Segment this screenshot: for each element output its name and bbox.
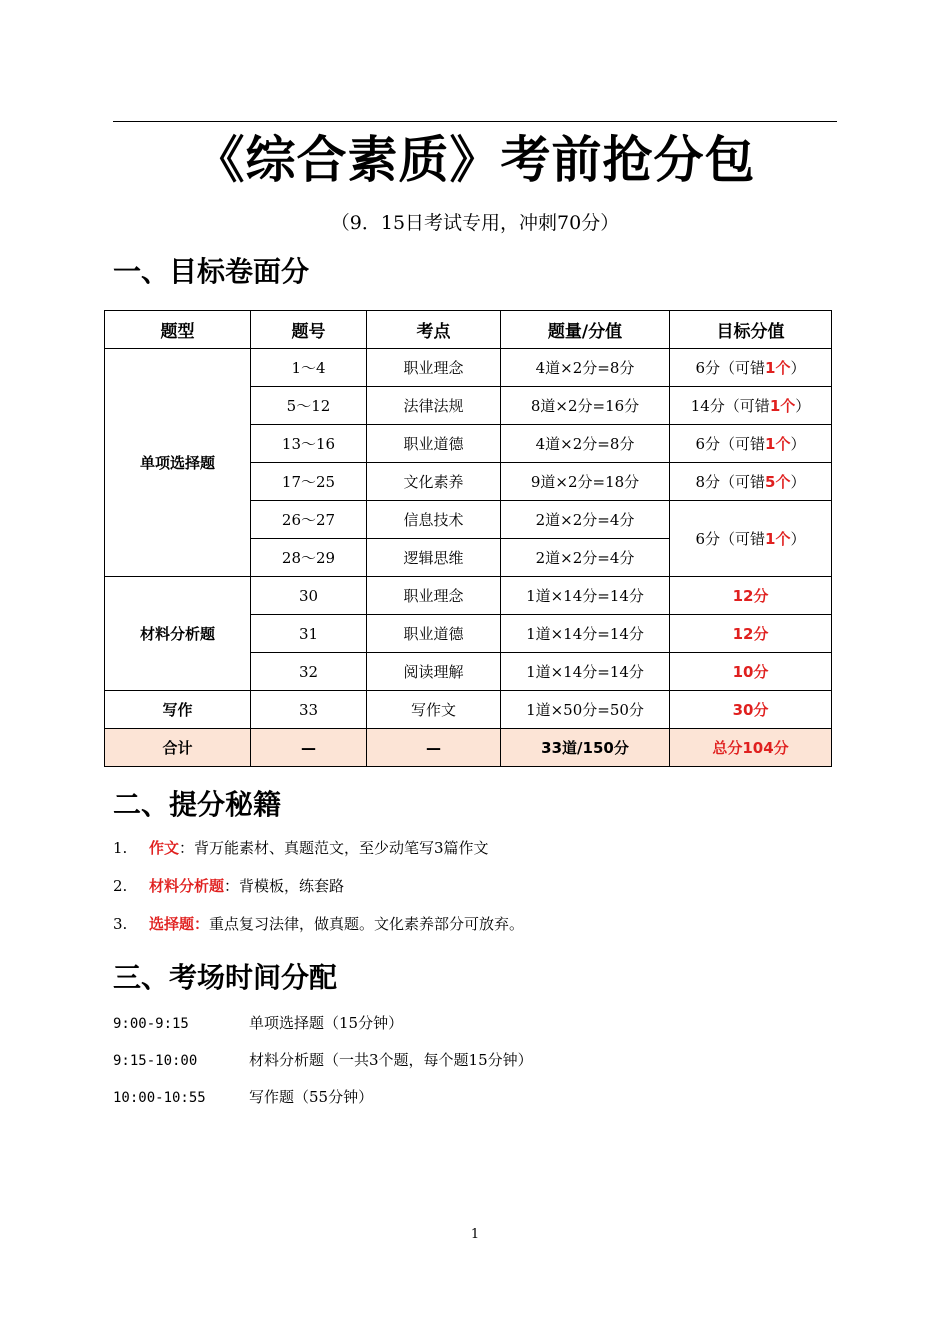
target-errors: 1个 — [765, 435, 791, 453]
schedule-item — [113, 1085, 373, 1110]
target-text: 6分（可错 — [695, 435, 766, 453]
cell-quantity: 1道×14分=14分 — [501, 577, 670, 615]
tip-item — [113, 874, 344, 898]
schedule-desc: 写作题（55分钟） — [249, 1088, 374, 1106]
cell-topic: 逻辑思维 — [367, 539, 501, 577]
cell-quantity: 4道×2分=8分 — [501, 425, 670, 463]
total-number: — — [251, 729, 367, 767]
target-errors: 5个 — [765, 473, 791, 491]
cell-topic: 职业道德 — [367, 425, 501, 463]
cell-quantity: 8道×2分=16分 — [501, 387, 670, 425]
cell-quantity: 9道×2分=18分 — [501, 463, 670, 501]
cell-topic: 文化素养 — [367, 463, 501, 501]
table-row — [105, 691, 832, 729]
cell-target: 12分 — [670, 577, 832, 615]
target-text: 14分（可错 — [690, 397, 770, 415]
tip-keyword: 选择题： — [149, 915, 210, 933]
target-text: 8分（可错 — [695, 473, 766, 491]
cell-number: 5～12 — [251, 387, 367, 425]
target-close: ） — [790, 435, 806, 453]
schedule-time: 9:15-10:00 — [113, 1053, 198, 1069]
total-target: 总分104分 — [670, 729, 832, 767]
header-rule — [113, 121, 837, 122]
category-writing: 写作 — [105, 691, 251, 729]
tip-number: 3. — [113, 915, 128, 933]
total-quantity: 33道/150分 — [501, 729, 670, 767]
section3-heading: 三、考场时间分配 — [113, 961, 338, 994]
section1-heading: 一、目标卷面分 — [113, 255, 310, 288]
cell-target — [670, 463, 832, 501]
tip-item — [113, 836, 489, 860]
target-close: ） — [795, 397, 811, 415]
target-text: 6分（可错 — [695, 530, 766, 548]
cell-topic: 阅读理解 — [367, 653, 501, 691]
cell-topic: 法律法规 — [367, 387, 501, 425]
cell-quantity: 4道×2分=8分 — [501, 349, 670, 387]
cell-number: 17～25 — [251, 463, 367, 501]
cell-topic: 职业理念 — [367, 349, 501, 387]
target-close: ） — [790, 359, 806, 377]
header-type: 题型 — [105, 311, 251, 349]
cell-target: 10分 — [670, 653, 832, 691]
schedule-desc: 单项选择题（15分钟） — [249, 1014, 404, 1032]
tip-item — [113, 912, 524, 936]
cell-quantity: 2道×2分=4分 — [501, 539, 670, 577]
tip-text: 重点复习法律，做真题。文化素养部分可放弃。 — [209, 915, 525, 933]
tip-text: ：背模板，练套路 — [224, 877, 345, 895]
total-label: 合计 — [105, 729, 251, 767]
header-target: 目标分值 — [670, 311, 832, 349]
cell-topic: 职业道德 — [367, 615, 501, 653]
schedule-item — [113, 1048, 533, 1073]
total-topic: — — [367, 729, 501, 767]
cell-quantity: 1道×14分=14分 — [501, 615, 670, 653]
cell-number: 30 — [251, 577, 367, 615]
header-topic: 考点 — [367, 311, 501, 349]
schedule-item — [113, 1011, 403, 1036]
target-errors: 1个 — [765, 359, 791, 377]
category-material-analysis: 材料分析题 — [105, 577, 251, 691]
target-errors: 1个 — [769, 397, 796, 415]
page-number: 1 — [470, 1227, 480, 1242]
schedule-time: 10:00-10:55 — [113, 1090, 206, 1106]
cell-number: 31 — [251, 615, 367, 653]
target-close: ） — [790, 473, 806, 491]
cell-number: 13～16 — [251, 425, 367, 463]
header-number: 题号 — [251, 311, 367, 349]
target-errors: 1个 — [765, 530, 791, 548]
cell-target — [670, 501, 832, 577]
cell-number: 33 — [251, 691, 367, 729]
tip-number: 2. — [113, 877, 128, 895]
table-row — [105, 349, 832, 387]
table-row — [105, 577, 832, 615]
cell-quantity: 1道×50分=50分 — [501, 691, 670, 729]
page-title: 《综合素质》考前抢分包 — [194, 131, 756, 189]
cell-target — [670, 349, 832, 387]
tip-keyword: 材料分析题 — [149, 877, 225, 895]
cell-topic: 写作文 — [367, 691, 501, 729]
table-header-row — [105, 311, 832, 349]
header-quantity: 题量/分值 — [501, 311, 670, 349]
schedule-time: 9:00-9:15 — [113, 1016, 189, 1032]
cell-number: 1～4 — [251, 349, 367, 387]
cell-number: 32 — [251, 653, 367, 691]
cell-target: 12分 — [670, 615, 832, 653]
schedule-desc: 材料分析题（一共3个题，每个题15分钟） — [249, 1051, 533, 1069]
cell-topic: 职业理念 — [367, 577, 501, 615]
tip-keyword: 作文 — [149, 839, 180, 857]
cell-number: 28～29 — [251, 539, 367, 577]
cell-topic: 信息技术 — [367, 501, 501, 539]
tip-number: 1. — [113, 839, 128, 857]
cell-quantity: 2道×2分=4分 — [501, 501, 670, 539]
cell-target — [670, 425, 832, 463]
score-table — [104, 310, 832, 767]
section2-heading: 二、提分秘籍 — [113, 788, 282, 821]
page-subtitle: （9．15日考试专用，冲刺70分） — [330, 212, 620, 234]
cell-target: 30分 — [670, 691, 832, 729]
cell-quantity: 1道×14分=14分 — [501, 653, 670, 691]
category-single-choice: 单项选择题 — [105, 349, 251, 577]
cell-number: 26～27 — [251, 501, 367, 539]
target-close: ） — [790, 530, 806, 548]
total-row — [105, 729, 832, 767]
cell-target — [670, 387, 832, 425]
tip-text: ：背万能素材、真题范文，至少动笔写3篇作文 — [179, 839, 489, 857]
target-text: 6分（可错 — [695, 359, 766, 377]
